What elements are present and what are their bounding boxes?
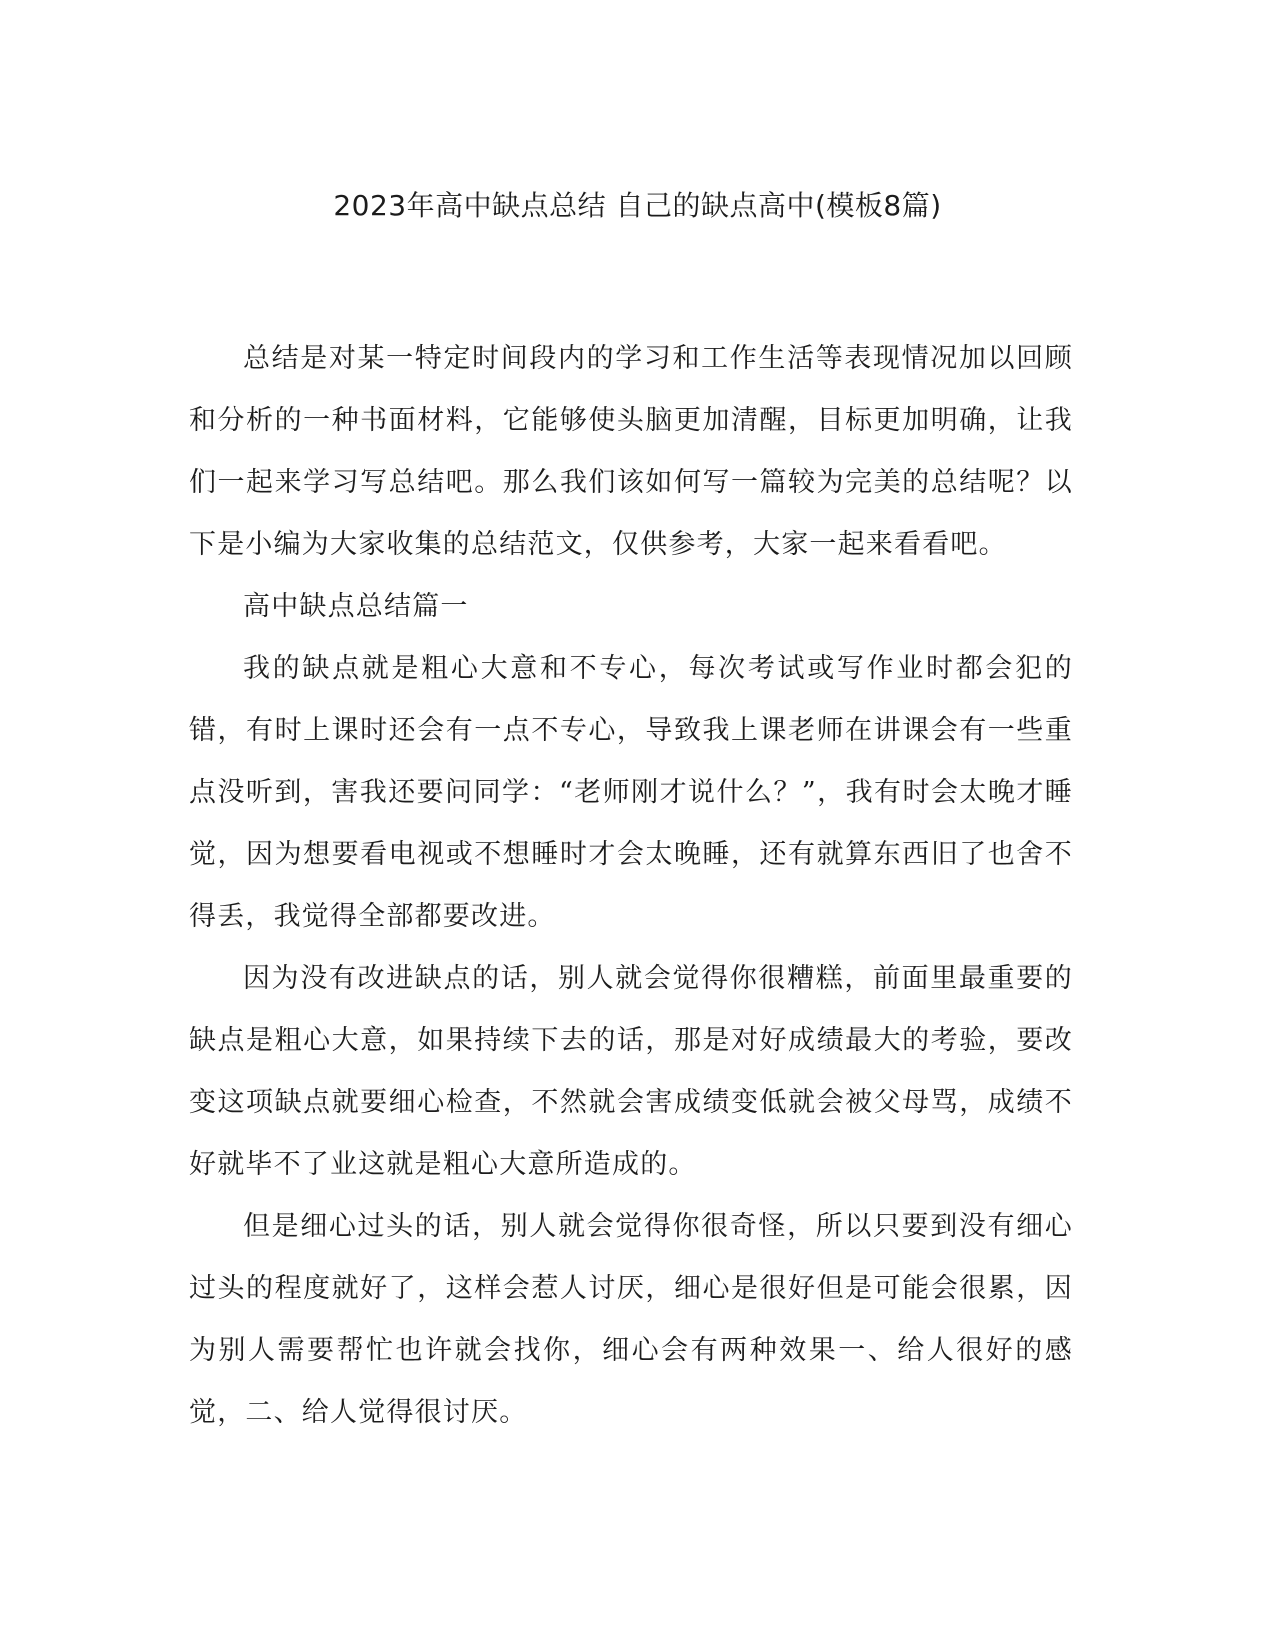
body-paragraph-2: 因为没有改进缺点的话，别人就会觉得你很糟糕，前面里最重要的缺点是粗心大意，如果持续下去的话，那是对好成绩最大的考验，要改变这项缺点就要细心检查，不然就会害成绩变低就会被父母骂，成绩不好就毕不了业这就是粗心大意所造成的。 bbox=[189, 963, 1073, 1180]
intro-paragraph: 总结是对某一特定时间段内的学习和工作生活等表现情况加以回顾和分析的一种书面材料，它能够使头脑更加清醒，目标更加明确，让我们一起来学习写总结吧。那么我们该如何写一篇较为完美的总结呢？以下是小编为大家收集的总结范文，仅供参考，大家一起来看看吧。 bbox=[189, 343, 1073, 560]
document-title: 2023年高中缺点总结 自己的缺点高中(模板8篇) bbox=[333, 189, 942, 222]
document-body bbox=[189, 328, 1073, 1444]
section-heading: 高中缺点总结篇一 bbox=[243, 591, 469, 622]
body-paragraph-1: 我的缺点就是粗心大意和不专心，每次考试或写作业时都会犯的错，有时上课时还会有一点不专心，导致我上课老师在讲课会有一些重点没听到，害我还要问同学：“老师刚才说什么？”，我有时会太晚才睡觉，因为想要看电视或不想睡时才会太晚睡，还有就算东西旧了也舍不得丢，我觉得全部都要改进。 bbox=[189, 653, 1073, 932]
body-paragraph-3: 但是细心过头的话，别人就会觉得你很奇怪，所以只要到没有细心过头的程度就好了，这样会惹人讨厌，细心是很好但是可能会很累，因为别人需要帮忙也许就会找你，细心会有两种效果一、给人很好的感觉，二、给人觉得很讨厌。 bbox=[189, 1211, 1073, 1428]
